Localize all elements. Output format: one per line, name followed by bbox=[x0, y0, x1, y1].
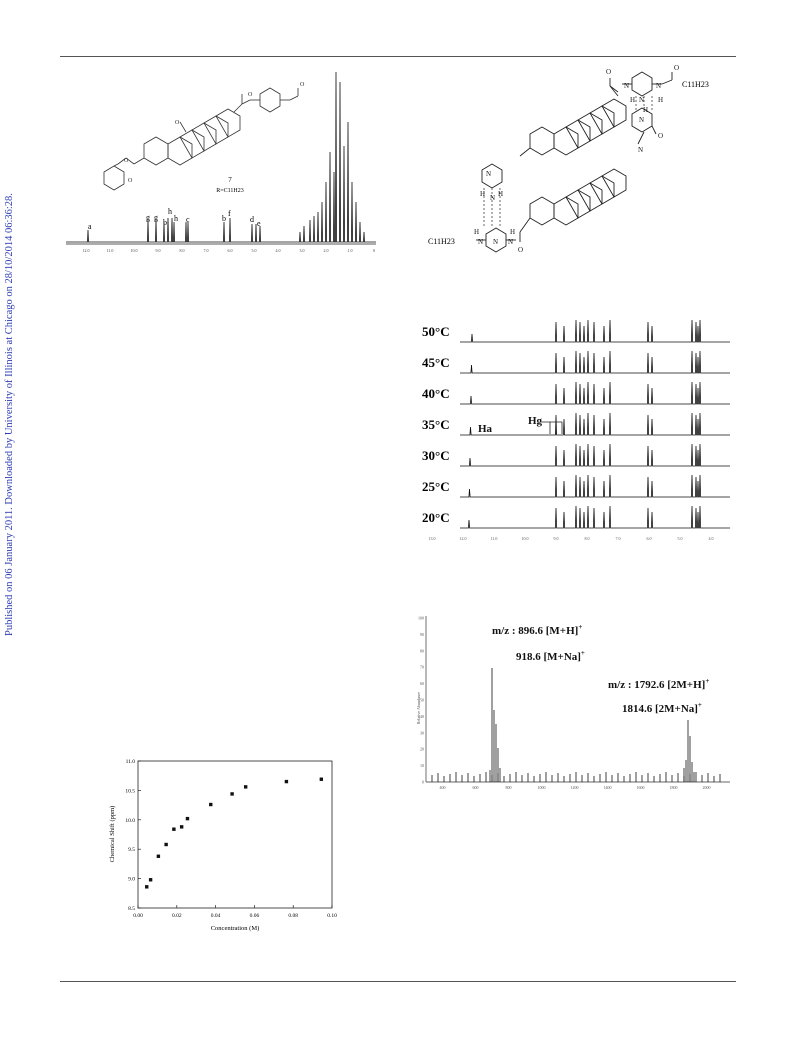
nmr-axis-ticks bbox=[83, 248, 376, 253]
ms-y-tick: 10 bbox=[420, 763, 424, 769]
chart-data-point bbox=[186, 817, 189, 820]
atom-o-uracil: O bbox=[128, 178, 133, 184]
nmr-axis-tick: 5.0 bbox=[251, 248, 257, 253]
label-mna: 918.6 [M+Na]+ bbox=[516, 649, 585, 663]
nmr-axis-tick: 1.0 bbox=[347, 248, 353, 253]
nmr-axis-tick: 3.0 bbox=[299, 248, 305, 253]
nmr-axis-tick: 2.0 bbox=[323, 248, 329, 253]
chart-x-tick-label: 0.10 bbox=[327, 913, 337, 919]
chart-data-point bbox=[145, 885, 148, 888]
chart-y-tick-label: 10.0 bbox=[125, 817, 135, 824]
chart-data-point bbox=[320, 778, 323, 781]
chart-data-point bbox=[209, 803, 212, 806]
vt-nmr-rows bbox=[422, 320, 730, 528]
chart-y-label: Chemical Shift (ppm) bbox=[109, 805, 116, 863]
atom-o-ester: O bbox=[124, 158, 129, 164]
peak-label-b1: b bbox=[163, 218, 167, 227]
nmr-spectrum-trace bbox=[66, 72, 376, 242]
vt-spectrum-trace bbox=[460, 475, 730, 497]
atom-n-9: N bbox=[493, 238, 499, 246]
nmr-axis-tick: 9.0 bbox=[155, 248, 161, 253]
ms-x-tick: 1000 bbox=[537, 785, 546, 790]
peak-label-h2: h bbox=[174, 214, 178, 223]
ms-y-tick: 60 bbox=[420, 681, 424, 687]
chart-data-point bbox=[149, 878, 152, 881]
atom-o-2: O bbox=[606, 68, 612, 76]
ms-y-tick: 30 bbox=[420, 730, 424, 736]
vt-nmr-figure bbox=[420, 318, 736, 548]
ms-y-tick: 50 bbox=[420, 697, 424, 703]
ms-ylabel: Relative Abundance bbox=[416, 691, 421, 725]
atom-o-amide-r: O bbox=[300, 82, 305, 88]
nmr-axis-tick: 7.0 bbox=[203, 248, 209, 253]
vt-spectrum-trace bbox=[460, 351, 730, 373]
chart-data-point bbox=[230, 792, 233, 795]
chart-y-tick-label: 9.0 bbox=[128, 876, 135, 883]
vt-temperature-label: 25°C bbox=[422, 479, 450, 494]
vt-temperature-label: 45°C bbox=[422, 355, 450, 370]
vt-axis-tick: 13.0 bbox=[428, 536, 436, 541]
peak-label-b2: b bbox=[222, 214, 226, 223]
annotation-hg: Hg bbox=[528, 415, 543, 427]
alkyl-label-bottom: C11H23 bbox=[428, 237, 455, 246]
vt-temperature-label: 50°C bbox=[422, 324, 450, 339]
nmr-spectrum-figure bbox=[64, 64, 382, 270]
chart-x-tick-label: 0.04 bbox=[210, 913, 221, 919]
label-2mh: m/z : 1792.6 [2M+H]+ bbox=[608, 677, 710, 691]
vt-temperature-label: 20°C bbox=[422, 510, 450, 525]
compound-number: 7 bbox=[228, 176, 232, 184]
atom-o-4: O bbox=[518, 246, 524, 254]
upper-diaminopyridine bbox=[622, 72, 672, 96]
chart-data-point bbox=[172, 828, 175, 831]
label-mh: m/z : 896.6 [M+H]+ bbox=[492, 623, 583, 637]
r-group-label: R=C11H23 bbox=[216, 188, 244, 194]
atom-n-8: N bbox=[478, 238, 484, 246]
chart-data-point bbox=[244, 785, 247, 788]
ms-x-tick: 1800 bbox=[669, 785, 678, 790]
header-rule bbox=[60, 56, 736, 57]
hg-bracket bbox=[540, 422, 562, 434]
upper-triterpene bbox=[520, 78, 626, 156]
nmr-axis-tick: 4.0 bbox=[275, 248, 281, 253]
atom-n-3: N bbox=[656, 82, 662, 90]
atom-n-4: N bbox=[639, 116, 645, 124]
dimer-structure-figure bbox=[426, 64, 736, 270]
mass-spectrum-figure bbox=[414, 608, 736, 794]
alkyl-label-top: C11H23 bbox=[682, 80, 709, 89]
atom-h-1: H bbox=[630, 96, 636, 104]
vt-annotations bbox=[478, 415, 543, 435]
chart-x-tick-label: 0.06 bbox=[249, 913, 260, 919]
vt-temperature-label: 35°C bbox=[422, 417, 450, 432]
chart-data-point bbox=[157, 855, 160, 858]
nmr-axis-tick: 11.0 bbox=[106, 248, 114, 253]
ms-annotations bbox=[492, 623, 709, 715]
nmr-axis-tick: 10.0 bbox=[130, 248, 138, 253]
nmr-axis-tick: 6.0 bbox=[227, 248, 233, 253]
ms-y-tick: 100 bbox=[418, 615, 424, 621]
ms-y-tick: 70 bbox=[420, 664, 424, 670]
lower-uracil bbox=[482, 164, 502, 188]
nmr-trace-path bbox=[66, 72, 376, 242]
footer-rule bbox=[60, 981, 736, 982]
peak-label-d: d bbox=[250, 215, 254, 224]
label-2mna: 1814.6 [2M+Na]+ bbox=[622, 701, 702, 715]
atom-n-7: N bbox=[490, 194, 496, 202]
nmr-axis-tick: 12.0 bbox=[82, 248, 90, 253]
vt-temperature-label: 40°C bbox=[422, 386, 450, 401]
atom-h-4: H bbox=[480, 190, 486, 198]
atom-o-amide: O bbox=[248, 92, 253, 98]
publication-watermark bbox=[4, 186, 18, 636]
ms-x-tick: 800 bbox=[505, 785, 512, 790]
chart-x-tick-label: 0.02 bbox=[171, 913, 182, 919]
atom-n-6: N bbox=[486, 170, 492, 178]
chart-y-tick-label: 8.5 bbox=[128, 906, 135, 912]
nmr-spectrum-svg bbox=[64, 64, 382, 270]
peak-label-h1: h bbox=[168, 207, 172, 216]
nmr-axis-tick: 0 bbox=[373, 248, 375, 253]
structure-labels bbox=[124, 82, 305, 184]
vt-axis-ticks bbox=[429, 536, 714, 541]
vt-spectrum-trace bbox=[460, 320, 730, 342]
peak-label-g1: g bbox=[146, 213, 150, 222]
hydrogen-bonds bbox=[484, 96, 652, 228]
vt-axis-tick: 6.0 bbox=[646, 536, 652, 541]
vt-axis-tick: 8.0 bbox=[584, 536, 590, 541]
ms-y-tick: 20 bbox=[420, 746, 424, 752]
annotation-ha: Ha bbox=[478, 423, 493, 435]
vt-axis-tick: 5.0 bbox=[677, 536, 683, 541]
ms-x-tick: 600 bbox=[472, 785, 479, 790]
ms-x-tick: 400 bbox=[439, 785, 446, 790]
atom-n-10: N bbox=[508, 238, 514, 246]
atom-h-2: H bbox=[658, 96, 664, 104]
dimer-structure-svg bbox=[426, 64, 736, 270]
vt-nmr-svg bbox=[420, 318, 736, 548]
vt-spectrum-trace bbox=[460, 413, 730, 435]
vt-spectrum-trace bbox=[460, 382, 730, 404]
chart-x-tick-label: 0.08 bbox=[288, 913, 299, 919]
chart-y-ticks bbox=[125, 759, 141, 912]
lower-triterpene bbox=[520, 169, 626, 242]
atom-h-3: H bbox=[643, 106, 649, 114]
published-text: Published on 06 January 2011. Downloaded by University of Illinois at Chicago on 28/10/2014 06:36:28. bbox=[4, 193, 15, 636]
chart-data-point bbox=[180, 825, 183, 828]
ms-x-tick: 2000 bbox=[702, 785, 711, 790]
vt-axis-tick: 9.0 bbox=[553, 536, 559, 541]
vt-temperature-label: 30°C bbox=[422, 448, 450, 463]
atom-n-5: N bbox=[638, 146, 644, 154]
chart-points bbox=[145, 778, 323, 889]
nmr-axis-tick: 8.0 bbox=[179, 248, 185, 253]
chart-plot-frame bbox=[138, 761, 332, 908]
chart-data-point bbox=[164, 843, 167, 846]
peak-label-e: e bbox=[257, 219, 261, 228]
atom-n-1: N bbox=[624, 82, 630, 90]
atom-n-2: N bbox=[639, 96, 645, 104]
chart-data-point bbox=[285, 780, 288, 783]
ms-y-tick: 80 bbox=[420, 648, 424, 654]
ms-x-tick: 1600 bbox=[636, 785, 645, 790]
peak-label-c: c bbox=[186, 215, 190, 224]
atom-h-6: H bbox=[474, 228, 480, 236]
vt-spectrum-trace bbox=[460, 444, 730, 466]
peak-label-a: a bbox=[88, 222, 92, 231]
chart-y-tick-label: 11.0 bbox=[125, 759, 135, 765]
ms-y-tick: 40 bbox=[420, 713, 424, 719]
vt-axis-tick: 7.0 bbox=[615, 536, 621, 541]
chart-x-tick-label: 0.00 bbox=[133, 913, 143, 919]
chart-x-ticks bbox=[133, 905, 337, 919]
vt-axis-tick: 12.0 bbox=[459, 536, 467, 541]
ms-x-ticks bbox=[440, 785, 711, 790]
atom-o-3: O bbox=[674, 64, 680, 72]
chemical-shift-svg bbox=[100, 754, 340, 934]
ms-x-tick: 1400 bbox=[603, 785, 612, 790]
chemical-shift-chart bbox=[100, 754, 340, 934]
vt-axis-tick: 4.0 bbox=[708, 536, 714, 541]
vt-axis-tick: 11.0 bbox=[490, 536, 498, 541]
atom-h-5: H bbox=[498, 190, 504, 198]
ms-x-tick: 1200 bbox=[570, 785, 579, 790]
chart-y-tick-label: 9.5 bbox=[128, 847, 135, 854]
chart-y-tick-label: 10.5 bbox=[125, 788, 135, 795]
ms-y-tick: 90 bbox=[420, 631, 424, 637]
atom-o-ketone: O bbox=[175, 120, 180, 126]
ms-y-tick: 0 bbox=[422, 779, 424, 785]
chart-x-label: Concentration (M) bbox=[210, 925, 260, 932]
atom-h-7: H bbox=[510, 228, 516, 236]
atom-o-1: O bbox=[658, 132, 664, 140]
vt-spectrum-trace bbox=[460, 506, 730, 528]
peak-label-f: f bbox=[228, 209, 231, 218]
vt-axis-tick: 10.0 bbox=[521, 536, 529, 541]
compound-7-structure bbox=[104, 88, 298, 190]
peak-label-g2: g bbox=[154, 213, 158, 222]
mass-spectrum-svg bbox=[414, 608, 736, 794]
